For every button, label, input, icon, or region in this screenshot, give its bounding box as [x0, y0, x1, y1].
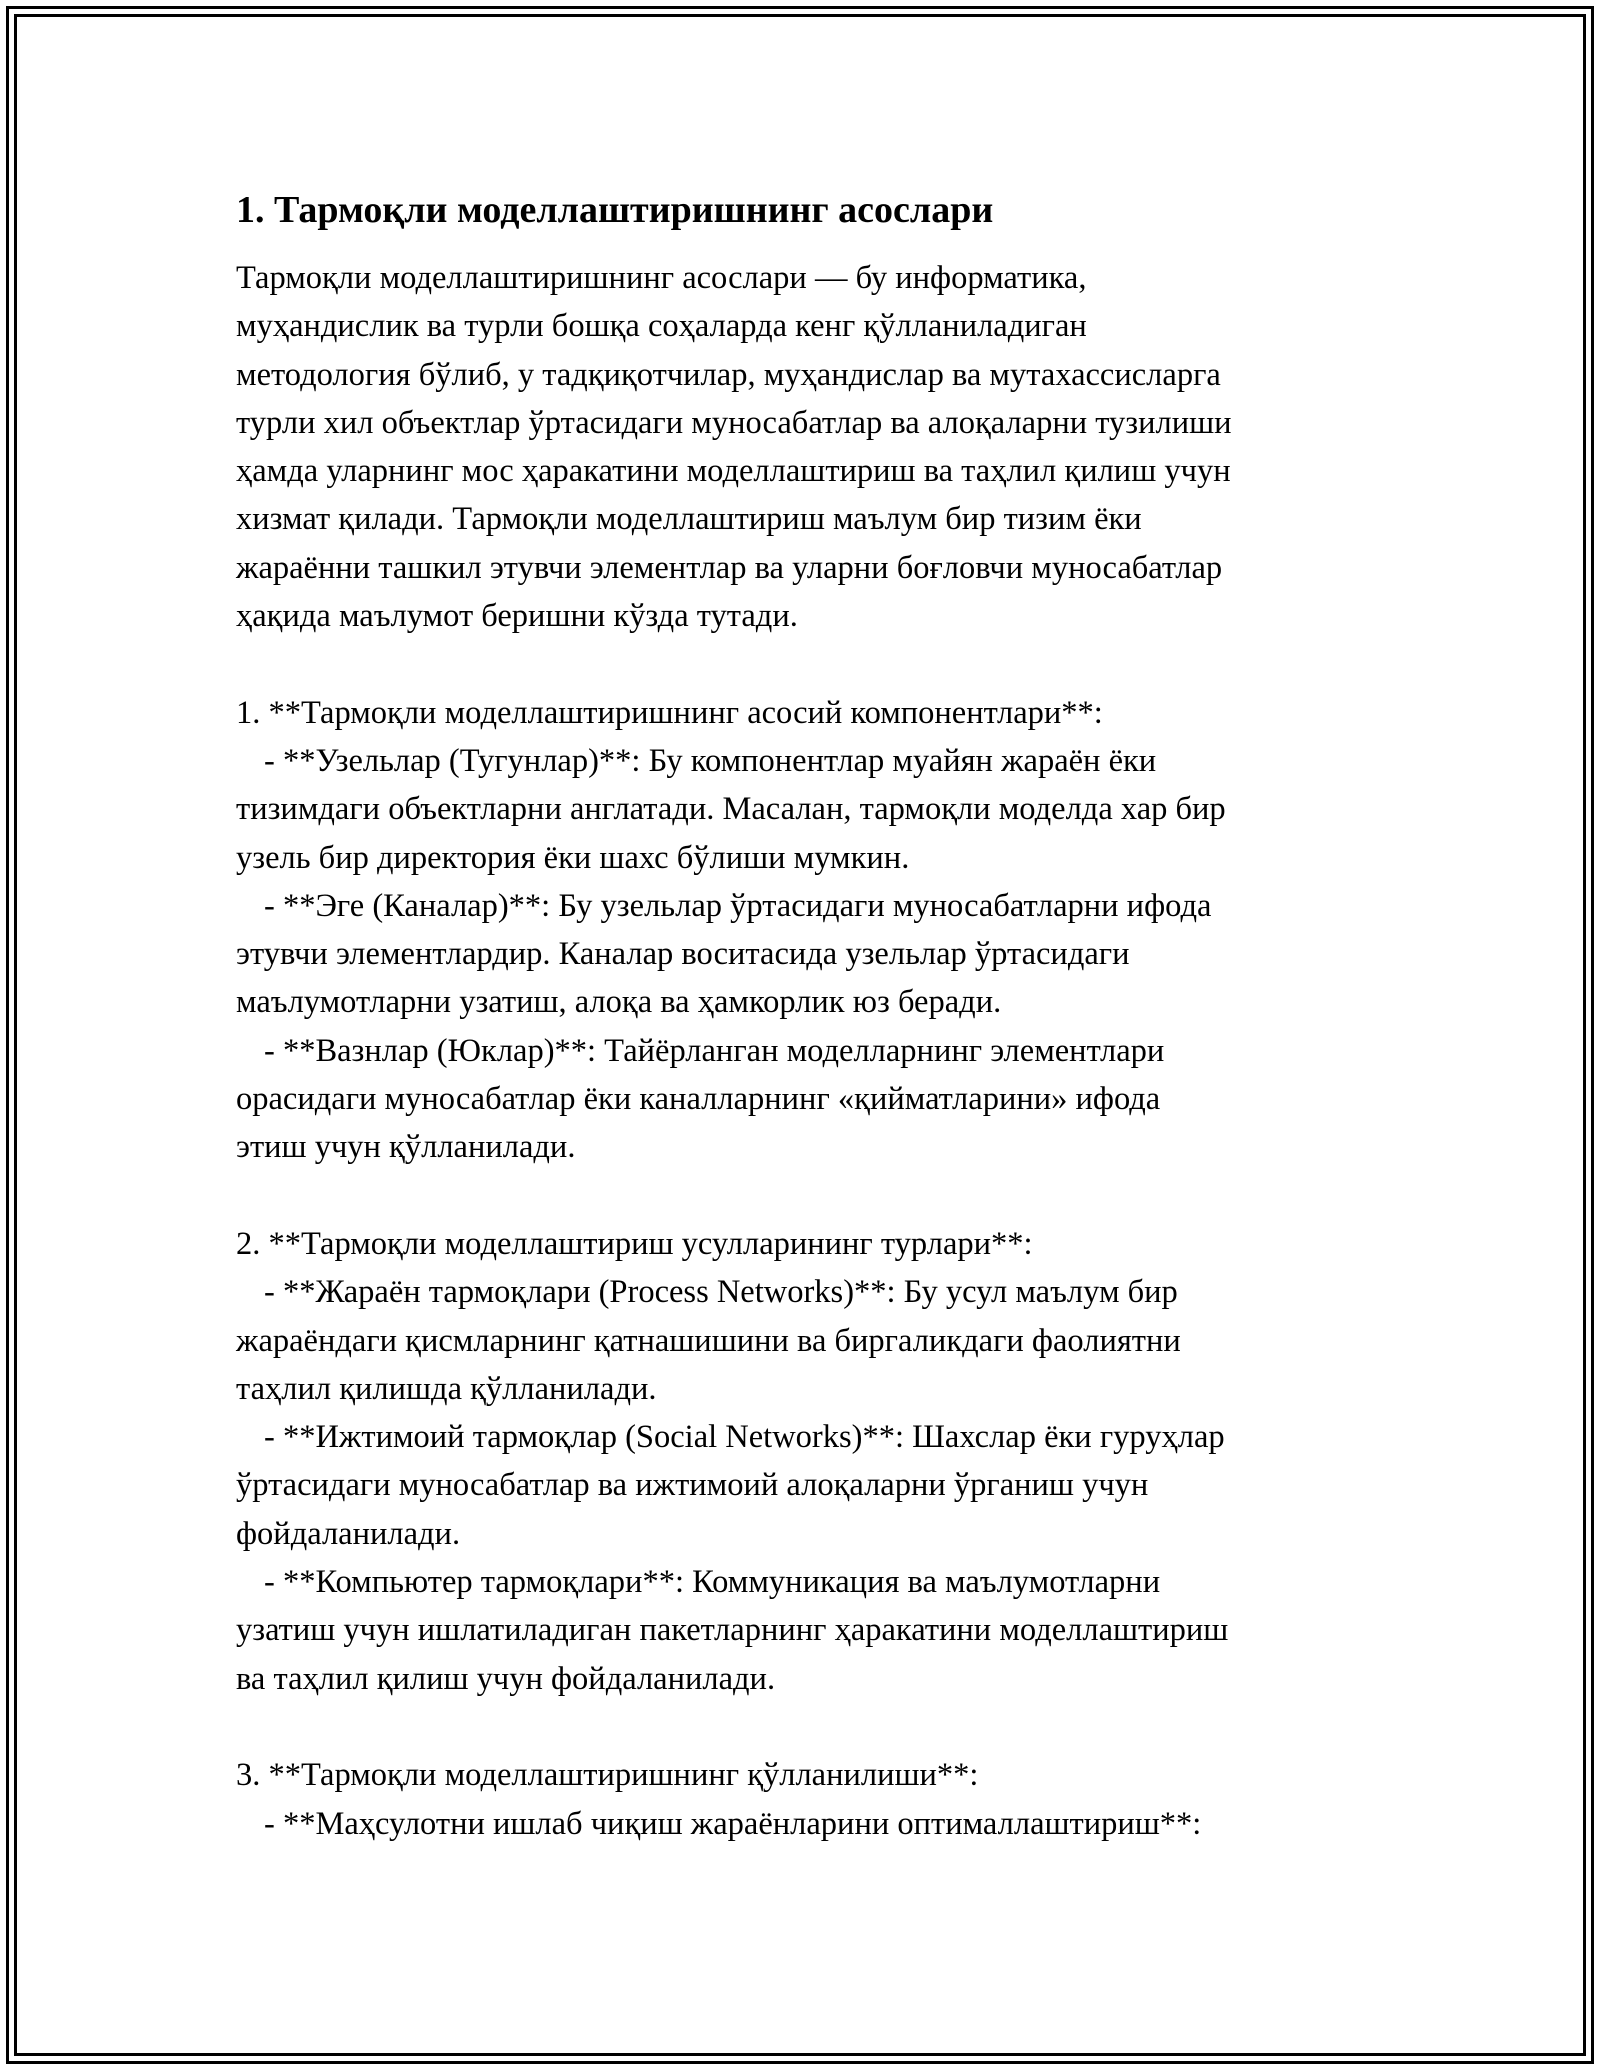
- intro-line: жараённи ташкил этувчи элементлар ва уларни боғловчи муносабатлар: [236, 549, 1223, 586]
- intro-line: методология бўлиб, у тадқиқотчилар, муҳандислар ва мутахассисларга: [236, 356, 1221, 393]
- section-title: 3. **Тармоқли моделлаштиришнинг қўлланилиши**:: [236, 1757, 979, 1794]
- list-item: - **Узельлар (Тугунлар)**: Бу компонентлар муайян жараён ёки: [264, 742, 1157, 779]
- section-applications: [236, 1703, 1376, 1848]
- intro-line: хизмат қилади. Тармоқли моделлаштириш маълум бир тизим ёки: [236, 501, 1142, 538]
- section-title: 1. **Тармоқли моделлаштиришнинг асосий компонентлари**:: [236, 694, 1103, 731]
- blank-line: [236, 1172, 1376, 1220]
- list-item: - **Эге (Каналар)**: Бу узельлар ўртасидаги муносабатларни ифода: [264, 887, 1212, 924]
- blank-line: [236, 640, 1376, 688]
- list-item-continuation: ўртасидаги муносабатлар ва ижтимоий алоқаларни ўрганиш учун: [236, 1467, 1149, 1504]
- list-item-continuation: тизимдаги объектларни англатади. Масалан, тармоқли моделда хар бир: [236, 791, 1226, 828]
- list-item-continuation: орасидаги муносабатлар ёки каналларнинг «қийматларини» ифода: [236, 1081, 1161, 1118]
- intro-line: ҳақида маълумот беришни кўзда тутади.: [236, 598, 798, 635]
- list-item-continuation: этувчи элементлардир. Каналар воситасида узельлар ўртасидаги: [236, 936, 1130, 973]
- intro-line: ҳамда уларнинг мос ҳаракатини моделлаштириш ва таҳлил қилиш учун: [236, 453, 1231, 490]
- list-item-continuation: таҳлил қилишда қўлланилади.: [236, 1370, 657, 1407]
- document-heading: 1. Тармоқли моделлаштиришнинг асослари: [236, 189, 994, 231]
- section-components: [236, 640, 1376, 1171]
- list-item: - **Маҳсулотни ишлаб чиқиш жараёнларини оптималлаштириш**:: [264, 1805, 1202, 1842]
- document-body: [236, 186, 1376, 1848]
- list-item: - **Ижтимоий тармоқлар (Social Networks)**: Шахслар ёки гуруҳлар: [264, 1419, 1225, 1456]
- section-title: 2. **Тармоқли моделлаштириш усулларининг турлари**:: [236, 1225, 1033, 1262]
- intro-paragraph: [236, 254, 1376, 640]
- list-item-continuation: узель бир директория ёки шахс бўлиши мумкин.: [236, 839, 910, 876]
- list-item-continuation: жараёндаги қисмларнинг қатнашишини ва биргаликдаги фаолиятни: [236, 1322, 1181, 1359]
- list-item-continuation: этиш учун қўлланилади.: [236, 1129, 576, 1166]
- intro-line: Тармоқли моделлаштиришнинг асослари — бу информатика,: [236, 260, 1087, 296]
- list-item-continuation: узатиш учун ишлатиладиган пакетларнинг ҳаракатини моделлаштириш: [236, 1612, 1229, 1649]
- section-method-types: [236, 1172, 1376, 1703]
- list-item-continuation: фойдаланилади.: [236, 1515, 461, 1552]
- list-item: - **Жараён тармоқлари (Process Networks)**: Бу усул маълум бир: [264, 1274, 1178, 1311]
- blank-line: [236, 1703, 1376, 1751]
- list-item-continuation: ва таҳлил қилиш учун фойдаланилади.: [236, 1660, 776, 1697]
- list-item: - **Вазнлар (Юклар)**: Тайёрланган моделларнинг элементлари: [264, 1032, 1165, 1069]
- list-item: - **Компьютер тармоқлари**: Коммуникация ва маълумотларни: [264, 1564, 1161, 1601]
- list-item-continuation: маълумотларни узатиш, алоқа ва ҳамкорлик юз беради.: [236, 984, 1002, 1021]
- intro-line: муҳандислик ва турли бошқа соҳаларда кенг қўлланиладиган: [236, 308, 1087, 345]
- intro-line: турли хил объектлар ўртасидаги муносабатлар ва алоқаларни тузилиши: [236, 404, 1232, 441]
